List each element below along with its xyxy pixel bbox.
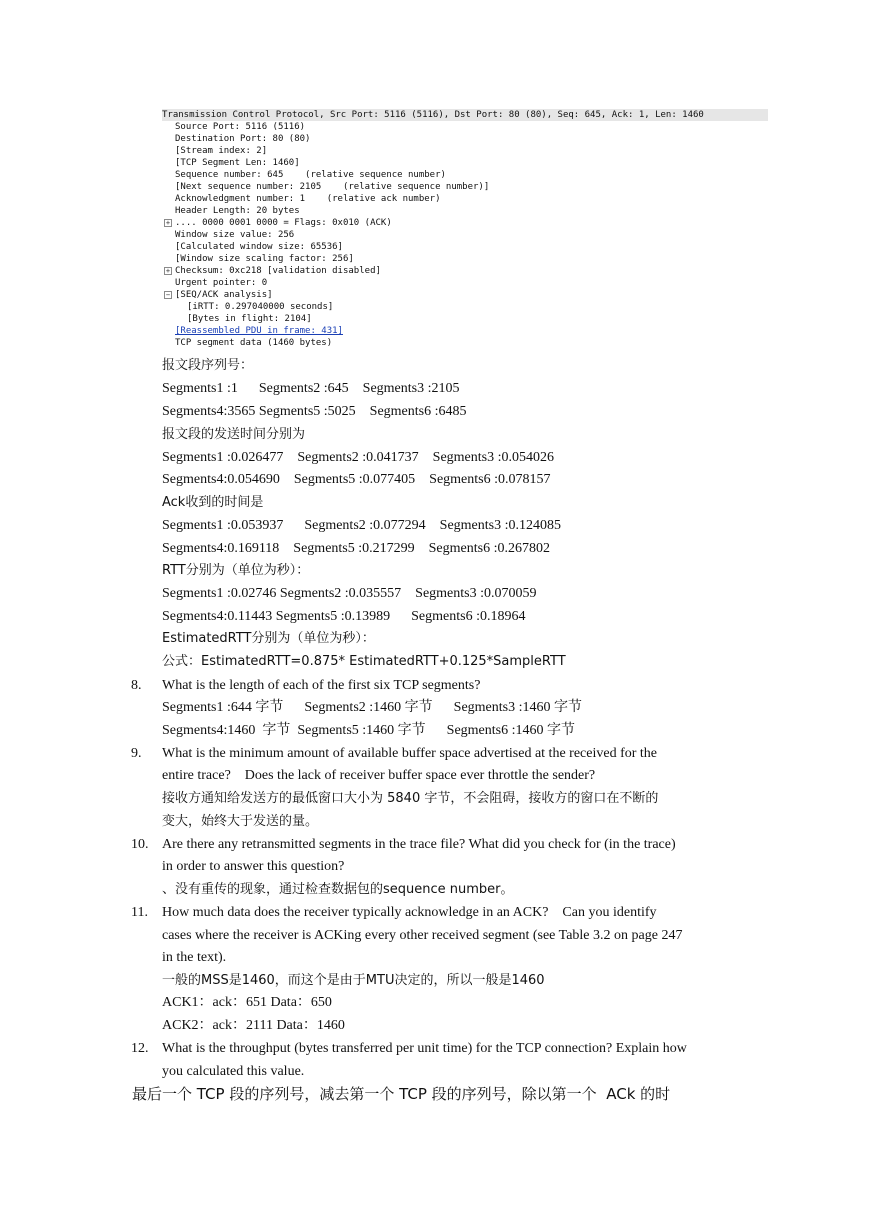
ack-time-line-1: Segments1 :0.053937 Segments2 :0.077294 Segments3 :0.124085 — [162, 518, 561, 533]
capture-line: [TCP Segment Len: 1460] — [175, 158, 300, 168]
capture-line: [Calculated window size: 65536] — [175, 242, 343, 252]
seq-line-1: Segments1 :1 Segments2 :645 Segments3 :2105 — [162, 381, 460, 396]
capture-line: [Next sequence number: 2105 (relative sequence number)] — [175, 182, 490, 192]
ack-time-heading: Ack收到的时间是 — [162, 495, 264, 510]
send-time-line-1: Segments1 :0.026477 Segments2 :0.041737 Segments3 :0.054026 — [162, 450, 554, 465]
capture-line: Sequence number: 645 (relative sequence number) — [175, 170, 446, 180]
capture-line: .... 0000 0001 0000 = Flags: 0x010 (ACK) — [175, 218, 392, 228]
question-10-line-2: in order to answer this question? — [162, 859, 345, 874]
answer-11-line-1: 一般的MSS是1460，而这个是由于MTU决定的，所以一般是1460 — [162, 973, 545, 988]
answer-12-line-1: 最后一个 TCP 段的序列号，减去第一个 TCP 段的序列号，除以第一个 ACk 的时 — [132, 1085, 671, 1103]
send-time-line-2: Segments4:0.054690 Segments5 :0.077405 Segments6 :0.078157 — [162, 472, 551, 487]
tcp-header-row: Transmission Control Protocol, Src Port: 5116 (5116), Dst Port: 80 (80), Seq: 645, Ack: 1, Len: 1460 — [162, 109, 768, 121]
packet-details-capture — [160, 109, 768, 349]
question-number: 10. — [131, 837, 149, 852]
capture-line: Window size value: 256 — [175, 230, 295, 240]
question-8: What is the length of each of the first six TCP segments? — [162, 678, 481, 693]
question-11-line-3: in the text). — [162, 950, 227, 965]
capture-line: Acknowledgment number: 1 (relative ack number) — [175, 194, 441, 204]
capture-line: Header Length: 20 bytes — [175, 206, 300, 216]
capture-line: [Bytes in flight: 2104] — [187, 314, 312, 324]
capture-line: Source Port: 5116 (5116) — [175, 122, 306, 132]
expand-plus-icon[interactable]: + — [165, 219, 171, 227]
answer-9-line-1: 接收方通知给发送方的最低窗口大小为 5840 字节，不会阻碍，接收方的窗口在不断的 — [162, 791, 659, 806]
expand-plus-icon[interactable]: + — [165, 267, 171, 275]
capture-line: Destination Port: 80 (80) — [175, 134, 311, 144]
answer-11-line-2: ACK1：ack：651 Data：650 — [162, 995, 332, 1010]
question-10-line-1: Are there any retransmitted segments in the trace file? What did you check for (in the trace) — [162, 837, 676, 852]
question-9-line-2: entire trace? Does the lack of receiver buffer space ever throttle the sender? — [162, 768, 596, 783]
answer-9-line-2: 变大，始终大于发送的量。 — [162, 814, 319, 829]
question-number: 8. — [131, 678, 142, 693]
rtt-heading: RTT分别为（单位为秒）： — [162, 563, 310, 578]
question-number: 9. — [131, 746, 142, 761]
estimated-rtt-heading: EstimatedRTT分别为（单位为秒）： — [162, 631, 375, 646]
seq-line-2: Segments4:3565 Segments5 :5025 Segments6 :6485 — [162, 404, 467, 419]
rtt-line-2: Segments4:0.11443 Segments5 :0.13989 Segments6 :0.18964 — [162, 609, 526, 624]
question-number: 12. — [131, 1041, 149, 1056]
capture-line: [iRTT: 0.297040000 seconds] — [187, 302, 334, 312]
ack-time-line-2: Segments4:0.169118 Segments5 :0.217299 Segments6 :0.267802 — [162, 541, 550, 556]
capture-line: Urgent pointer: 0 — [175, 278, 268, 288]
capture-line: [SEQ/ACK analysis] — [175, 290, 273, 300]
send-time-heading: 报文段的发送时间分别为 — [162, 427, 306, 442]
reassembled-pdu-link[interactable]: [Reassembled PDU in frame: 431] — [175, 326, 343, 336]
answer-11-line-3: ACK2：ack：2111 Data：1460 — [162, 1018, 345, 1033]
answer-8-line-1: Segments1 :644 字节 Segments2 :1460 字节 Segments3 :1460 字节 — [162, 700, 582, 715]
seq-heading: 报文段序列号： — [162, 358, 254, 373]
capture-line: [Window size scaling factor: 256] — [175, 254, 354, 264]
estimated-rtt-formula: 公式：EstimatedRTT=0.875* EstimatedRTT+0.125*SampleRTT — [162, 654, 566, 669]
capture-line: Checksum: 0xc218 [validation disabled] — [175, 266, 381, 276]
question-12-line-2: you calculated this value. — [162, 1064, 305, 1079]
question-11-line-1: How much data does the receiver typically acknowledge in an ACK? Can you identify — [162, 905, 657, 920]
capture-line: [Stream index: 2] — [175, 146, 268, 156]
question-12-line-1: What is the throughput (bytes transferred per unit time) for the TCP connection? Explain how — [162, 1041, 687, 1056]
collapse-minus-icon[interactable]: − — [165, 291, 171, 299]
answer-8-line-2: Segments4:1460 字节 Segments5 :1460 字节 Segments6 :1460 字节 — [162, 723, 575, 738]
question-9-line-1: What is the minimum amount of available buffer space advertised at the received for the — [162, 746, 657, 761]
rtt-line-1: Segments1 :0.02746 Segments2 :0.035557 Segments3 :0.070059 — [162, 586, 537, 601]
capture-line: TCP segment data (1460 bytes) — [175, 338, 333, 348]
question-number: 11. — [131, 905, 148, 920]
question-11-line-2: cases where the receiver is ACKing every other received segment (see Table 3.2 on page 247 — [162, 928, 683, 943]
answer-10: 、没有重传的现象，通过检查数据包的sequence number。 — [162, 882, 514, 897]
